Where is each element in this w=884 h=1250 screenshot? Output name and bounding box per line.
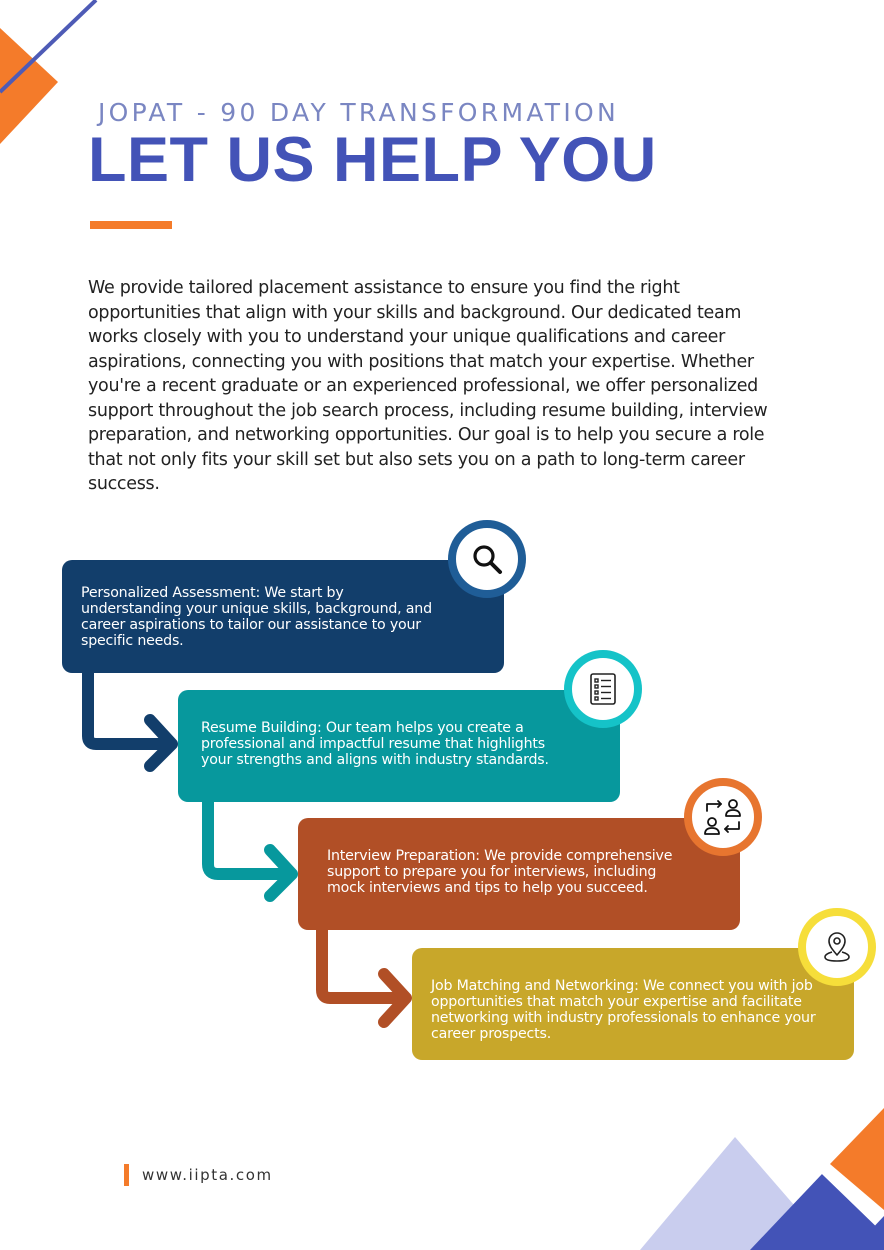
- checklist-icon: [588, 672, 618, 706]
- step-text-interview: Interview Preparation: We provide comprehensive support to prepare you for interviews, including mock interviews and tips to help you succeed.: [327, 848, 673, 896]
- step-box-networking: [412, 948, 854, 1060]
- step-box-resume: [178, 690, 620, 802]
- step-text-assessment: Personalized Assessment: We start by understanding your unique skills, background, and career aspirations to tailor our assistance to your specific needs.: [81, 585, 432, 649]
- magnifier-icon: [470, 542, 504, 576]
- people-exchange-icon: [703, 797, 743, 837]
- step-icon-circle-3: [684, 778, 762, 856]
- footer-website-link[interactable]: www.iipta.com: [142, 1166, 273, 1184]
- page-title: LET US HELP YOU: [88, 125, 657, 195]
- title-underline: [90, 221, 172, 229]
- footer-accent-bar: [124, 1164, 129, 1186]
- step-icon-circle-2: [564, 650, 642, 728]
- step-box-assessment: [62, 560, 504, 673]
- step-text-networking: Job Matching and Networking: We connect you with job opportunities that match your expertise and facilitate networking with industry professionals to enhance your career prospects.: [431, 978, 816, 1042]
- page-subtitle: JOPAT - 90 DAY TRANSFORMATION: [98, 98, 620, 127]
- step-box-interview: [298, 818, 740, 930]
- location-pin-icon: [822, 931, 852, 963]
- step-text-resume: Resume Building: Our team helps you create a professional and impactful resume that highlights your strengths and aligns with industry standards.: [201, 720, 549, 768]
- step-icon-circle-1: [448, 520, 526, 598]
- intro-paragraph: We provide tailored placement assistance to ensure you find the right opportunities that align with your skills and background. Our dedicated team works closely with you to understand your unique qualifications and career aspirations, connecting you with positions that match your expertise. Whether you're a recent graduate or an experienced professional, we offer personalized support throughout the job search process, including resume building, interview preparation, and networking opportunities. Our goal is to help you secure a role that not only fits your skill set but also sets you on a path to long-term career success.: [88, 278, 768, 494]
- step-icon-circle-4: [798, 908, 876, 986]
